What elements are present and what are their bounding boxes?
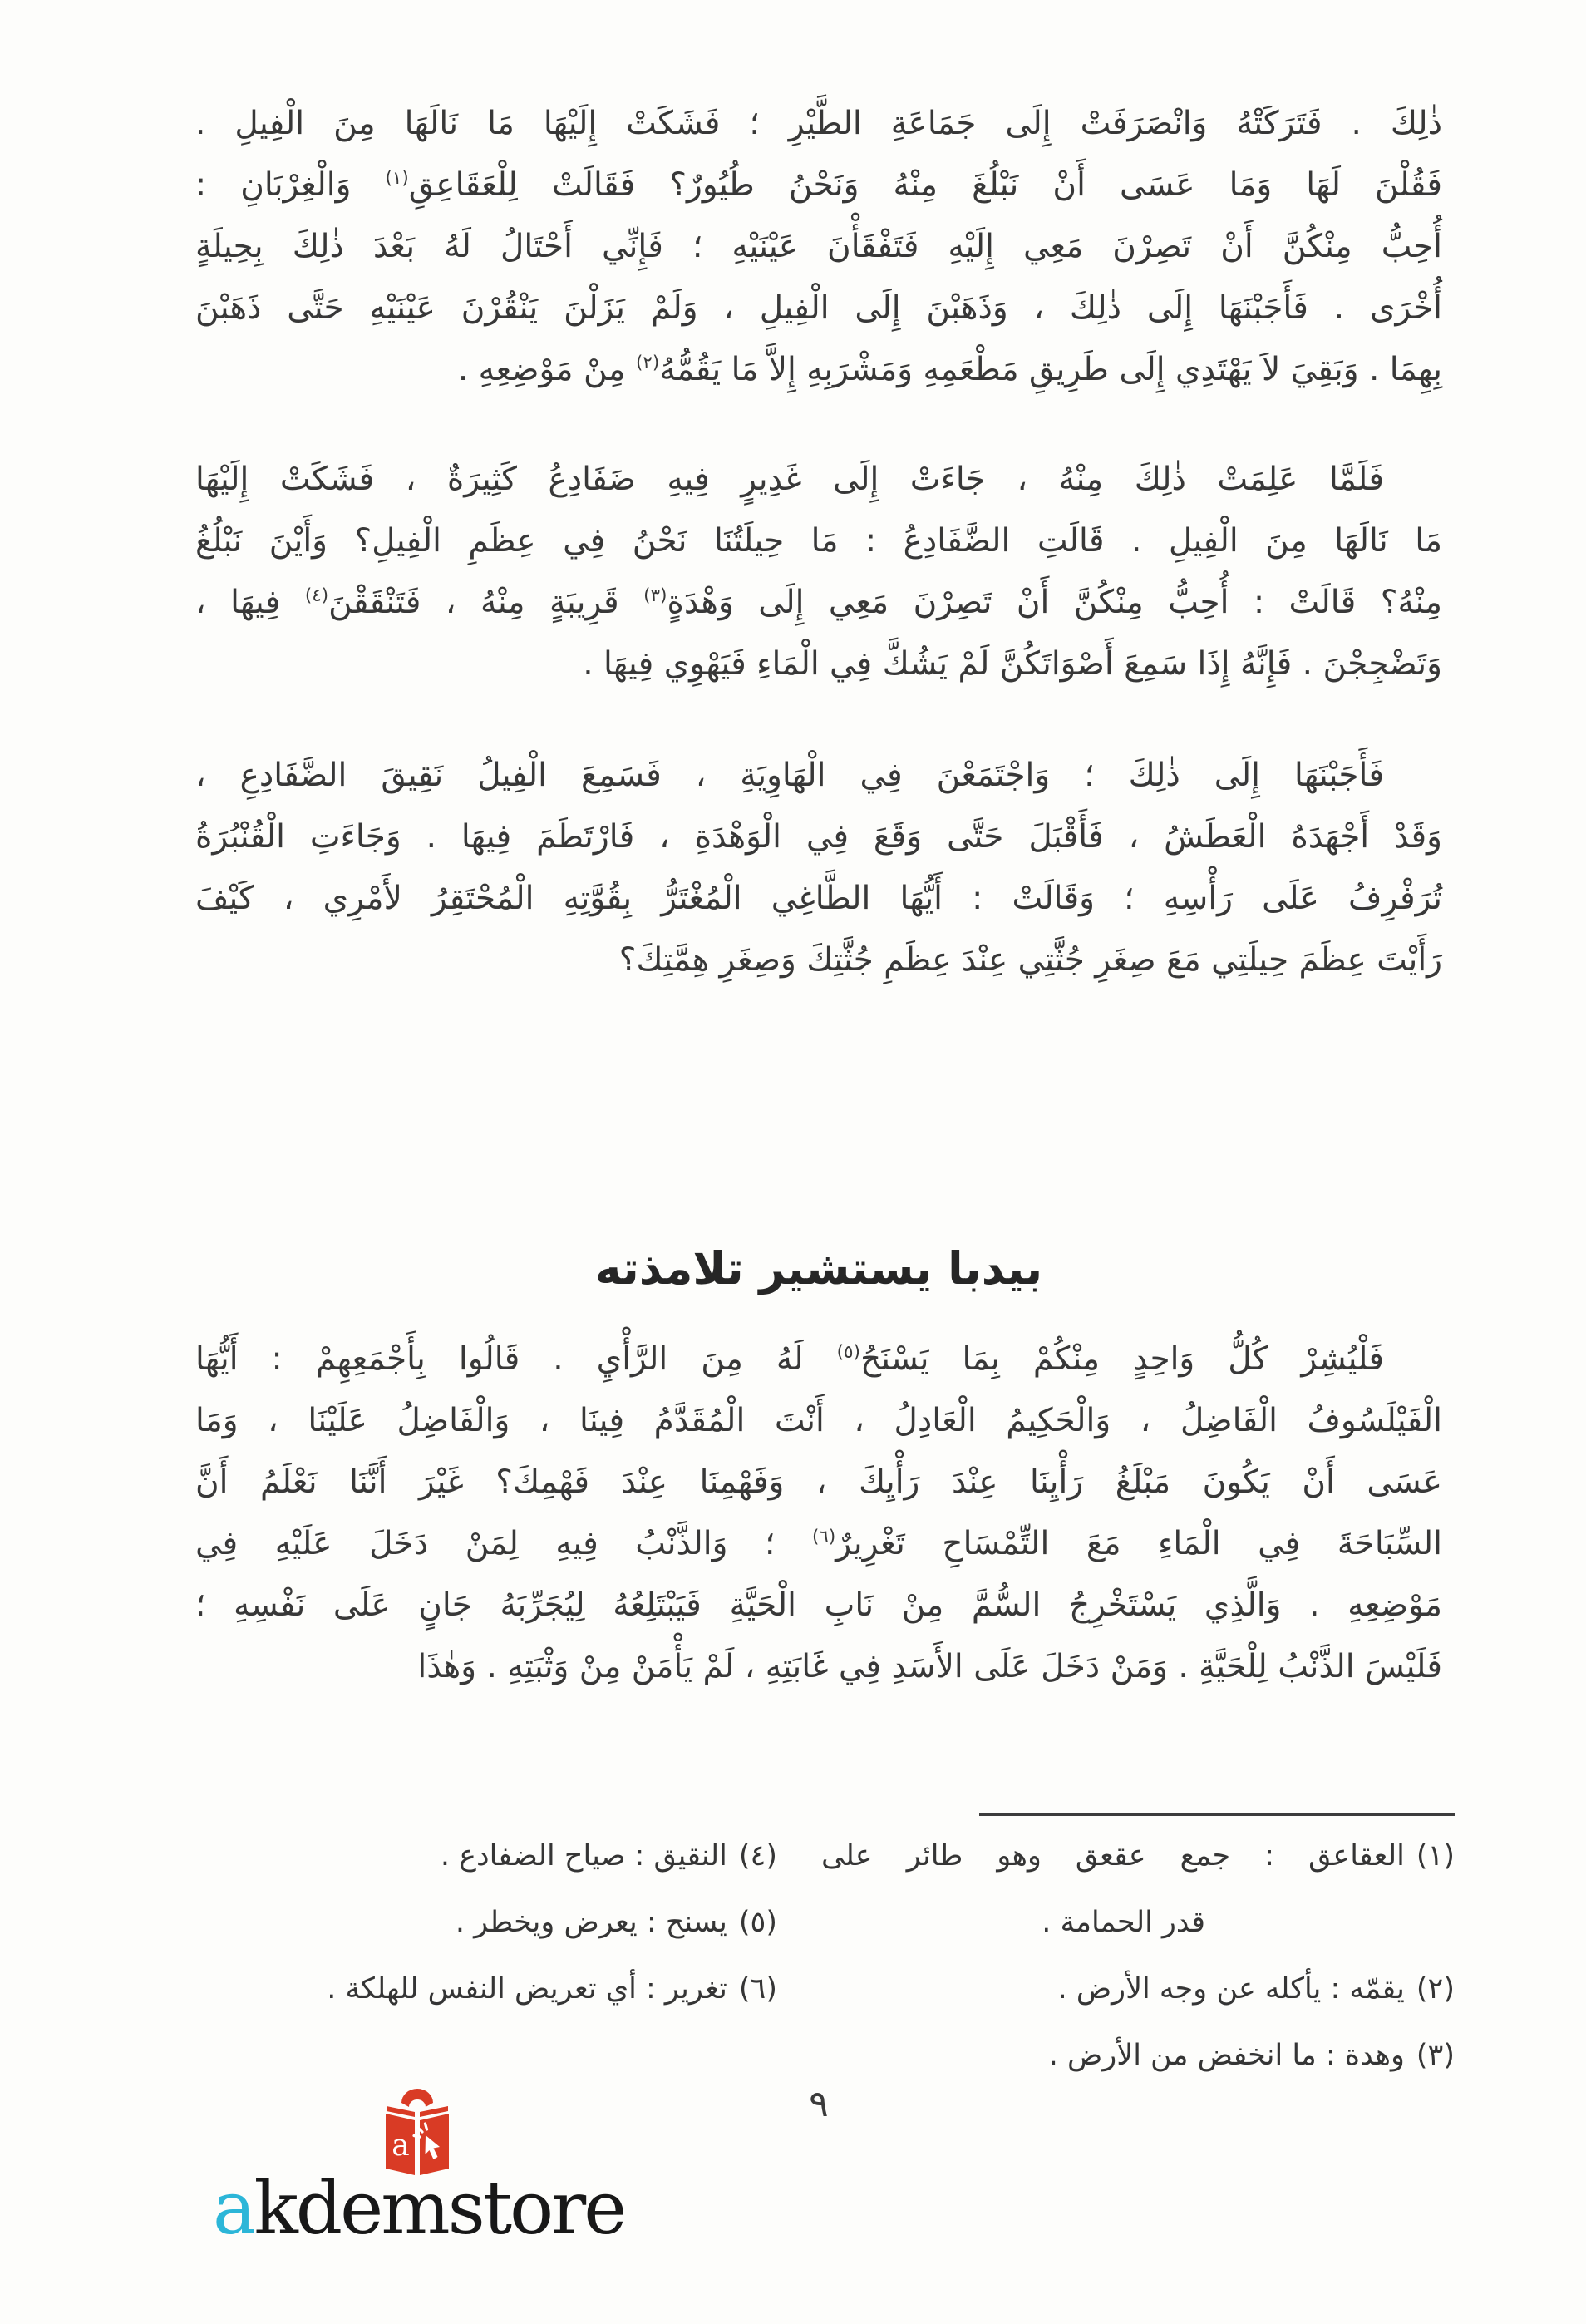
logo-wordmark-accent: a xyxy=(213,2165,254,2251)
footnote-text: النقيق : صياح الضفادع . xyxy=(440,1839,727,1873)
footnote-text: يسنح : يعرض ويخطر . xyxy=(455,1906,727,1939)
body-line: أُخْرَى . فَأَجَبْنَهَا إِلَى ذٰلِكَ ، وَذَهَبْنَ إِلَى الْفِيلِ ، وَلَمْ يَزَلْنَ يَنْقُرْنَ عَيْنَيْهِ حَتَّى ذَهَبْنَ xyxy=(195,289,1442,327)
footnote-text: يقمّه : يأكله عن وجه الأرض . xyxy=(1057,1972,1405,2006)
footnote-text-continued: قدر الحمامة . xyxy=(1042,1906,1205,1939)
body-line: مِنْهُ؟ قَالَتْ : أُحِبُّ مِنْكُنَّ أَنْ تَصِرْنَ مَعِي إِلَى وَهْدَةٍ$^{(٣)}$ قَرِيبَةٍ مِنْهُ ، فَتَنْقَقْنَ$^{(٤)}$ فِيهَا ، xyxy=(195,584,1443,621)
footnote-marker: (٤) xyxy=(738,1839,777,1873)
body-line: بِهِمَا . وَبَقِيَ لاَ يَهْتَدِي إِلَى طَرِيقِ مَطْعَمِهِ وَمَشْرَبِهِ إِلاَّ مَا يَقُمُّهُ$^{(٢)}$ مِنْ مَوْضِعِهِ . xyxy=(457,351,1442,388)
body-line: فَقُلْنَ لَهَا وَمَا عَسَى أَنْ نَبْلُغَ مِنْهُ وَنَحْنُ طُيُورٌ؟ فَقَالَتْ لِلْعَقَاعِقِ$^{(١)}$ وَالْغِرْبَانِ : xyxy=(195,166,1442,204)
footnote-item xyxy=(821,1956,1455,2022)
logo-wordmark-rest: kdemstore xyxy=(254,2165,625,2251)
logo-letter-a: a xyxy=(392,2129,410,2163)
footnote-item xyxy=(821,2022,1455,2089)
body-line: الْفَيْلَسُوفُ الْفَاضِلُ ، وَالْحَكِيمُ الْعَادِلُ ، أَنْتَ الْمُقَدَّمُ فِينَا ، وَالْفَاضِلُ عَلَيْنَا ، وَمَا xyxy=(195,1402,1442,1439)
footnote-marker: (٦) xyxy=(738,1972,777,2006)
body-line: فَلَمَّا عَلِمَتْ ذٰلِكَ مِنْهُ ، جَاءَتْ إِلَى غَدِيرٍ فِيهِ ضَفَادِعُ كَثِيرَةٌ ، فَشَكَتْ إِلَيْهَا xyxy=(195,461,1384,498)
body-line: السِّبَاحَةَ فِي الْمَاءِ مَعَ التِّمْسَاحِ تَغْرِيرٌ$^{(٦)}$ ؛ وَالذَّنْبُ فِيهِ لِمَنْ دَخَلَ عَلَيْهِ فِي xyxy=(195,1525,1443,1562)
footnote-text: تغرير : أي تعريض النفس للهلكة . xyxy=(327,1972,727,2006)
body-line: فَلَيْسَ الذَّنْبُ لِلْحَيَّةِ . وَمَنْ دَخَلَ عَلَى الأَسَدِ فِي غَابَتِهِ ، لَمْ يَأْمَنْ مِنْ وَثْبَتِهِ . وَهٰذَا xyxy=(417,1648,1442,1685)
paragraph-3 xyxy=(195,745,1442,991)
logo-wordmark xyxy=(213,2167,624,2250)
body-line: وَتَضْجِجْنَ . فَإِنَّهُ إِذَا سَمِعَ أَصْوَاتَكُنَّ لَمْ يَشُكَّ فِي الْمَاءِ فَيَهْوِي فِيهَا . xyxy=(583,645,1442,683)
body-line: تُرَفْرِفُ عَلَى رَأْسِهِ ؛ وَقَالَتْ : أَيُّهَا الطَّاغِي الْمُغْتَرُّ بِقُوَّتِهِ الْمُحْتَقِرُ لأَمْرِي ، كَيْفَ xyxy=(195,880,1442,917)
footnote-marker: (١) xyxy=(1416,1839,1455,1873)
paragraph-2 xyxy=(195,449,1442,695)
body-line: رَأَيْتَ عِظَمَ حِيلَتِي مَعَ صِغَرِ جُثَّتِي عِنْدَ عِظَمِ جُثَّتِكَ وَصِغَرِ هِمَّتِكَ؟ xyxy=(618,941,1442,979)
body-line: فَلْيُشِرْ كُلُّ وَاحِدٍ مِنْكُمْ بِمَا يَسْنَحُ$^{(٥)}$ لَهُ مِنَ الرَّأْيِ . قَالُوا بِأَجْمَعِهِمْ : أَيُّهَا xyxy=(195,1340,1384,1378)
footnote-marker: (٥) xyxy=(738,1906,777,1939)
footnote-text: العقاعق : جمع عقعق وهو طائر على xyxy=(821,1839,1405,1873)
body-line: مَوْضِعِهِ . وَالَّذِي يَسْتَخْرِجُ السُّمَّ مِنْ نَابِ الْحَيَّةِ فَيَبْتَلِعُهُ لِيُجَرِّبَهُ جَانٍ عَلَى نَفْسِهِ ؛ xyxy=(195,1586,1442,1624)
body-line: عَسَى أَنْ يَكُونَ مَبْلَغُ رَأْيِنَا عِنْدَ رَأْيِكَ ، وَفَهْمِنَا عِنْدَ فَهْمِكَ؟ غَيْرَ أَنَّنَا نَعْلَمُ أَنَّ xyxy=(195,1463,1442,1501)
footnote-item xyxy=(821,1823,1455,1956)
page-number: ٩ xyxy=(809,2083,829,2125)
paragraph-4 xyxy=(195,1329,1442,1698)
body-line: ذٰلِكَ . فَتَرَكَتْهُ وَانْصَرَفَتْ إِلَى جَمَاعَةِ الطَّيْرِ ؛ فَشَكَتْ إِلَيْهَا مَا نَالَهَا مِنَ الْفِيلِ . xyxy=(195,105,1442,142)
footnote-text: وهدة : ما انخفض من الأرض . xyxy=(1048,2039,1405,2072)
footnote-separator xyxy=(979,1813,1455,1816)
body-line: وَقَدْ أَجْهَدَهُ الْعَطَشُ ، فَأَقْبَلَ حَتَّى وَقَعَ فِي الْوَهْدَةِ ، فَارْتَطَمَ فِيهَا . وَجَاءَتِ الْقُنْبُرَةُ xyxy=(195,818,1442,856)
body-line: فَأَجَبْنَهَا إِلَى ذٰلِكَ ؛ وَاجْتَمَعْنَ فِي الْهَاوِيَةِ ، فَسَمِعَ الْفِيلُ نَقِيقَ الضَّفَادِعِ ، xyxy=(195,757,1384,794)
footnotes-right-column xyxy=(821,1823,1455,2089)
footnote-item xyxy=(195,1823,777,1889)
footnote-item xyxy=(195,1889,777,1956)
footnote-item xyxy=(195,1956,777,2022)
paragraph-1 xyxy=(195,93,1442,401)
body-line: مَا نَالَهَا مِنَ الْفِيلِ . قَالَتِ الضَّفَادِعُ : مَا حِيلَتُنَا نَحْنُ فِي عِظَمِ الْفِيلِ؟ وَأَيْنَ نَبْلُغُ xyxy=(195,522,1442,560)
section-heading: بيدبا يستشير تلامذته xyxy=(594,1242,1043,1295)
footnotes-left-column xyxy=(195,1823,777,2022)
footnote-marker: (٣) xyxy=(1416,2039,1455,2072)
footnote-marker: (٢) xyxy=(1416,1972,1455,2006)
body-line: أُحِبُّ مِنْكُنَّ أَنْ تَصِرْنَ مَعِي إِلَيْهِ فَتَفْقَأْنَ عَيْنَيْهِ ؛ فَإِنِّي أَحْتَالُ لَهُ بَعْدَ ذٰلِكَ بِحِيلَةٍ xyxy=(195,228,1442,265)
